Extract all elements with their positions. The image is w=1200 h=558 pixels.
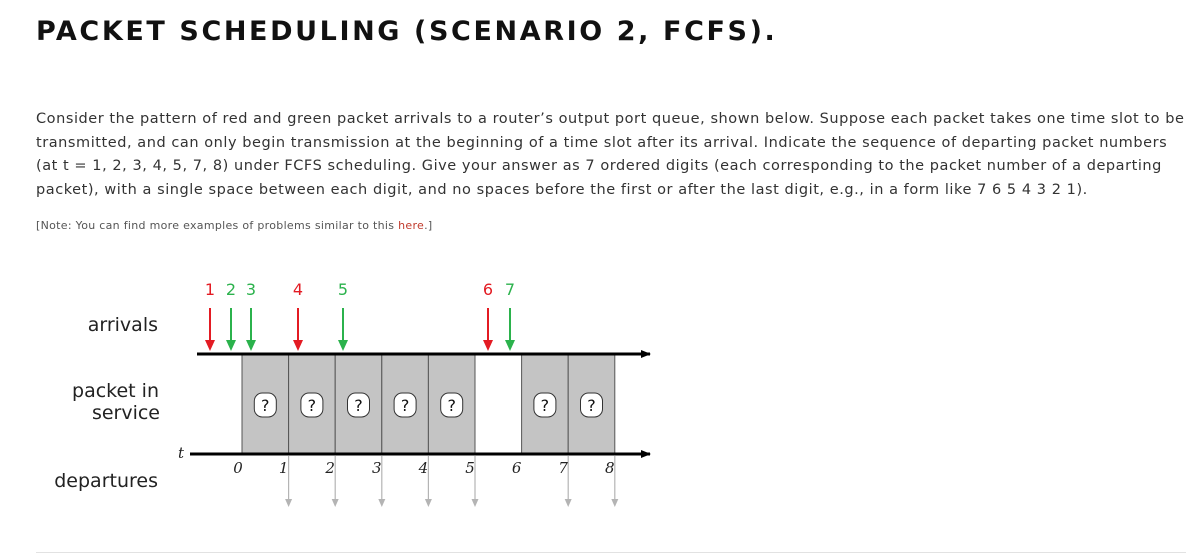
arrival-label: 7 <box>504 280 516 299</box>
arrival-label: 2 <box>225 280 237 299</box>
slot-answer-label: ? <box>307 396 317 415</box>
arrival-5 <box>338 280 348 351</box>
departure-arrow-head <box>378 499 385 507</box>
departure-arrow-head <box>425 499 432 507</box>
service-slot <box>382 354 429 454</box>
slot-answer-label: ? <box>400 396 410 415</box>
time-tick-1: 1 <box>278 459 289 477</box>
arrival-arrow-head <box>483 340 493 351</box>
arrival-arrow-head <box>505 340 515 351</box>
arrival-3 <box>246 280 256 351</box>
service-slot <box>428 354 475 454</box>
service-slot <box>242 354 289 454</box>
arrival-7 <box>505 280 515 351</box>
arrival-arrows <box>205 280 515 351</box>
arrival-label: 1 <box>204 280 216 299</box>
departure-arrow-head <box>472 499 479 507</box>
service-slot <box>289 354 336 454</box>
time-axis-label: t <box>177 444 185 462</box>
arrival-arrow-head <box>338 340 348 351</box>
arrival-2 <box>226 280 236 351</box>
time-tick-0: 0 <box>233 459 243 477</box>
page-title: PACKET SCHEDULING (SCENARIO 2, FCFS). <box>36 16 778 47</box>
departure-arrow-head <box>285 499 292 507</box>
departure-arrow-head <box>611 499 618 507</box>
slot-answer-label: ? <box>587 396 596 415</box>
time-tick-6: 6 <box>511 459 522 477</box>
row-label-arrivals: arrivals <box>87 314 158 336</box>
row-label-service-2: service <box>91 402 160 424</box>
arrival-label: 3 <box>245 280 257 299</box>
divider <box>36 552 1186 553</box>
service-slot <box>568 354 615 454</box>
departure-arrow-head <box>565 499 572 507</box>
note-prefix: [Note: You can find more examples of problems similar to this <box>36 219 399 232</box>
arrival-1 <box>205 280 215 351</box>
departure-arrow-head <box>332 499 339 507</box>
arrival-label: 4 <box>292 280 304 299</box>
time-tick-7: 7 <box>558 459 568 477</box>
scheduling-diagram <box>0 270 700 520</box>
time-tick-3: 3 <box>372 459 382 477</box>
slot-answer-label: ? <box>447 396 456 415</box>
arrival-arrow-head <box>226 340 236 351</box>
note-text <box>36 219 433 232</box>
arrival-label: 5 <box>337 280 349 299</box>
row-label-service-1: packet in <box>72 380 159 402</box>
arrival-arrow-head <box>205 340 215 351</box>
service-slot <box>335 354 382 454</box>
arrival-arrow-head <box>246 340 256 351</box>
arrival-arrow-head <box>293 340 303 351</box>
departure-arrows <box>285 456 618 507</box>
slot-answer-label: ? <box>261 396 270 415</box>
note-link[interactable]: here <box>398 219 425 232</box>
time-tick-5: 5 <box>465 459 475 477</box>
note-suffix: .] <box>424 219 433 232</box>
service-slots <box>242 354 615 454</box>
slot-answer-label: ? <box>540 396 550 415</box>
question-text: Consider the pattern of red and green packet arrivals to a router’s output port queue, shown below. Suppose each packet takes one time slot to be transmitted, and can only begin transmission at the beginning of a time slot after its arrival. Indicate the sequence of departing packet numbers (at t = 1, 2, 3, 4, 5, 7, 8) under FCFS scheduling. Give your answer as 7 ordered digits (each corresponding to the packet number of a departing packet), with a single space between each digit, and no spaces before the first or after the last digit, e.g., in a form like 7 6 5 4 3 2 1). <box>36 111 1185 198</box>
slot-answer-label: ? <box>354 396 363 415</box>
arrival-4 <box>293 280 303 351</box>
arrival-6 <box>483 280 493 351</box>
time-tick-8: 8 <box>605 459 615 477</box>
time-tick-2: 2 <box>325 459 335 477</box>
time-ticks <box>233 459 614 477</box>
time-tick-4: 4 <box>418 459 429 477</box>
service-slot <box>522 354 569 454</box>
row-label-departures: departures <box>54 470 158 492</box>
arrival-label: 6 <box>482 280 494 299</box>
